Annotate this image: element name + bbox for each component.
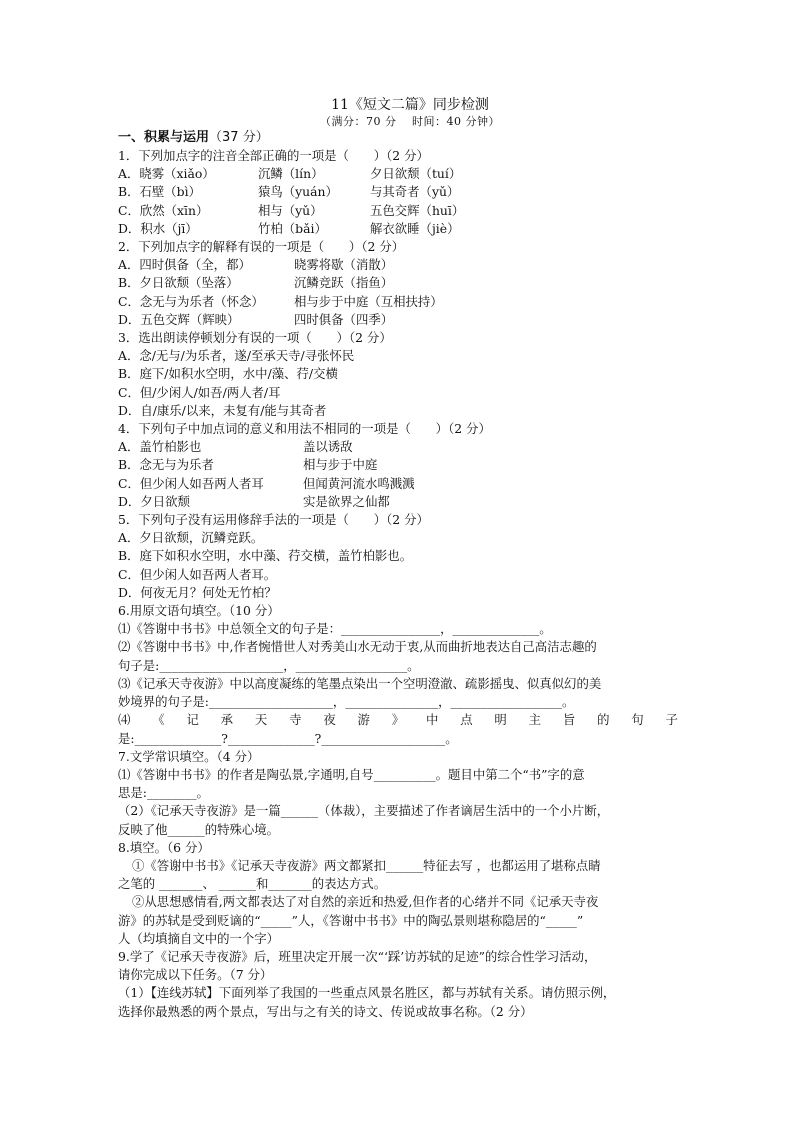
question-6-item-2-line-1: ⑵《答谢中书书》中,作者惋惜世人对秀美山水无动于衷,从而曲折地表达自己高洁志趣的 (118, 639, 597, 655)
section-heading (118, 129, 678, 147)
question-6-item-4-line-2: 是:______________?______________?____________________。 (118, 730, 458, 746)
option-text: 相与步于中庭 (303, 457, 378, 473)
char: 主 (528, 712, 542, 728)
question-7-item-2-line-1: （2）《记承天寺夜游》是一篇______（体裁），主要描述了作者谪居生活中的一个小片断， (118, 803, 610, 819)
char: 寺 (289, 712, 302, 728)
option-text: C．但少闲人如吾两人者耳 (118, 475, 264, 491)
option-text: 实是欲界之仙都 (303, 493, 390, 509)
question-8-stem: 8.填空。（6 分） (118, 839, 210, 855)
question-3-option-c: C．但/少闲人/如吾/两人者/耳 (118, 384, 281, 400)
char: 游 (357, 712, 370, 728)
option-text: 盖以诱敌 (303, 439, 353, 455)
char: 记 (186, 712, 199, 728)
question-6-item-1: ⑴《答谢中书书》中总领全文的句子是：________________，______________。 (118, 621, 552, 637)
option-text: C．欣然（xīn） (118, 202, 209, 218)
char: 句 (631, 712, 644, 728)
option-text: 竹柏（bǎi） (258, 220, 327, 236)
question-2-stem: 2．下列加点字的解释有误的一项是（ ）（2 分） (118, 239, 405, 255)
question-2-option-c (118, 293, 678, 311)
question-3-stem: 3．选出朗读停顿划分有误的一项（ ）（2 分） (118, 330, 392, 346)
question-4-option-c (118, 475, 678, 493)
question-1-option-b (118, 183, 678, 201)
question-3-option-a: A．念/无与/为乐者，遂/至承天寺/寻张怀民 (118, 348, 355, 364)
question-4-option-a (118, 438, 678, 456)
question-5-option-c: C．但少闲人如吾两人者耳。 (118, 566, 277, 582)
question-8-item-1-line-1: ①《答谢中书书》《记承天寺夜游》两文都紧扣______特征去写 ，也都运用了堪称点睛 (132, 857, 601, 873)
char: 旨 (562, 712, 576, 728)
option-text: D．五色交辉（辉映） (118, 311, 240, 327)
option-text: D．积水（jī） (118, 220, 198, 236)
question-2-option-d (118, 311, 678, 329)
option-text: 相与（yǔ） (258, 202, 323, 218)
question-1-option-c (118, 202, 678, 220)
question-7-item-1-line-2: 思是:________。 (118, 785, 209, 801)
option-text: B．石壁（bì） (118, 184, 201, 200)
question-9-stem-line-1: 9.学了《记承天寺夜游》后，班里决定开展一次“‘踩’访苏轼的足迹”的综合性学习活动， (118, 948, 597, 964)
question-7-item-2-line-2: 反映了他______的特殊心境。 (118, 821, 280, 837)
option-text: 沉鳞（lín） (258, 166, 324, 182)
question-4-stem: 4．下列句子中加点词的意义和用法不相同的一项是（ ）（2 分） (118, 421, 491, 437)
option-text: C．念无与为乐者（怀念） (118, 293, 264, 309)
section-points: （37 分） (209, 130, 269, 145)
question-8-item-1-line-2: 之笔的 _______、 ______和_______的表达方式。 (118, 876, 387, 892)
option-text: 晓雾将歇（消散） (294, 257, 394, 273)
char: 承 (220, 712, 234, 728)
question-6-item-4-line-1 (118, 711, 678, 729)
question-6-item-2-line-2: 句子是:____________________，__________________。 (118, 657, 420, 673)
question-1-option-a (118, 165, 678, 183)
worksheet (118, 96, 678, 1021)
option-text: 五色交辉（huī） (370, 202, 465, 218)
question-5-option-a: A．夕日欲颓，沉鳞竞跃。 (118, 530, 264, 546)
char: 子 (665, 712, 678, 728)
question-8-item-2-line-1: ②从思想感情看,两文都表达了对自然的亲近和热爱,但作者的心绪并不同《记承天寺夜 (132, 894, 599, 910)
question-8-item-2-line-2: 游》的苏轼是受到贬谪的“_____”人，《答谢中书书》中的陶弘景则堪称隐居的“_____” (118, 912, 584, 928)
char: 》 (391, 712, 405, 728)
option-text: 夕日欲颓（tuí） (370, 166, 462, 182)
question-5-option-d: D．何夜无月？何处无竹柏？ (118, 584, 277, 600)
option-text: 与其奇者（yǔ） (370, 184, 460, 200)
char: 中 (425, 712, 439, 728)
question-6-item-3-line-2: 妙境界的句子是:____________________，_______________，__________________。 (118, 694, 575, 710)
option-text: 但闻黄河流水鸣溅溅 (303, 475, 415, 491)
page-subtitle: （满分：70 分 时间：40 分钟） (320, 115, 500, 128)
option-text: A．四时俱备（全，都） (118, 257, 251, 273)
char: ⑷ (118, 712, 131, 728)
char: 《 (152, 712, 165, 728)
question-8-item-2-line-3: 人（均填摘自文中的一个字） (118, 930, 280, 946)
option-text: B．念无与为乐者 (118, 457, 214, 473)
option-text: D．夕日欲颓 (118, 493, 190, 509)
question-9-task-1-line-1: （1）【连线苏轼】下面列举了我国的一些重点风景名胜区，都与苏轼有关系。请仿照示例， (118, 985, 616, 1001)
question-5-stem: 5．下列句子没有运用修辞手法的一项是（ ）（2 分） (118, 512, 429, 528)
question-7-item-1-line-1: ⑴《答谢中书书》的作者是陶弘景,字通明,自号__________。题目中第二个“书”字的意 (118, 766, 585, 782)
option-text: A．晓雾（xiǎo） (118, 166, 215, 182)
char: 夜 (323, 712, 336, 728)
question-3-option-b: B．庭下/如积水空明，水中/藻、荇/交横 (118, 366, 338, 382)
question-1-option-d (118, 220, 678, 238)
option-text: A．盖竹柏影也 (118, 439, 202, 455)
option-text: B．夕日欲颓（坠落） (118, 275, 239, 291)
section-title: 一、积累与运用 (118, 130, 210, 145)
question-7-stem: 7.文学常识填空。（4 分） (118, 748, 260, 764)
question-5-option-b: B．庭下如积水空明，水中藻、荇交横，盖竹柏影也。 (118, 548, 413, 564)
option-text: 四时俱备（四季） (294, 311, 394, 327)
question-2-option-b (118, 274, 678, 292)
char: 天 (254, 712, 268, 728)
question-4-option-b (118, 456, 678, 474)
question-6-item-3-line-1: ⑶《记承天寺夜游》中以高度凝练的笔墨点染出一个空明澄澈、疏影摇曳、似真似幻的美 (118, 675, 602, 691)
option-text: 解衣欲睡（jiè） (370, 220, 460, 236)
char: 的 (597, 712, 610, 728)
question-9-stem-line-2: 请你完成以下任务。（7 分） (118, 967, 273, 983)
page-title: 11《短文二篇》同步检测 (331, 97, 489, 113)
question-1-stem: 1．下列加点字的注音全部正确的一项是（ ）（2 分） (118, 148, 429, 163)
question-6-stem: 6.用原文语句填空。（10 分） (118, 603, 280, 619)
question-3-option-d: D．自/康乐/以来，未复有/能与其奇者 (118, 402, 327, 418)
option-text: 相与步于中庭（互相扶持） (294, 293, 443, 309)
char: 明 (494, 712, 507, 728)
char: 点 (460, 712, 473, 728)
question-2-option-a (118, 256, 678, 274)
option-text: 沉鳞竞跃（指鱼） (294, 275, 394, 291)
question-4-option-d (118, 493, 678, 511)
option-text: 猿鸟（yuán） (258, 184, 338, 200)
question-9-task-1-line-2: 选择你最熟悉的两个景点，写出与之有关的诗文、传说或故事名称。（2 分） (118, 1003, 533, 1019)
